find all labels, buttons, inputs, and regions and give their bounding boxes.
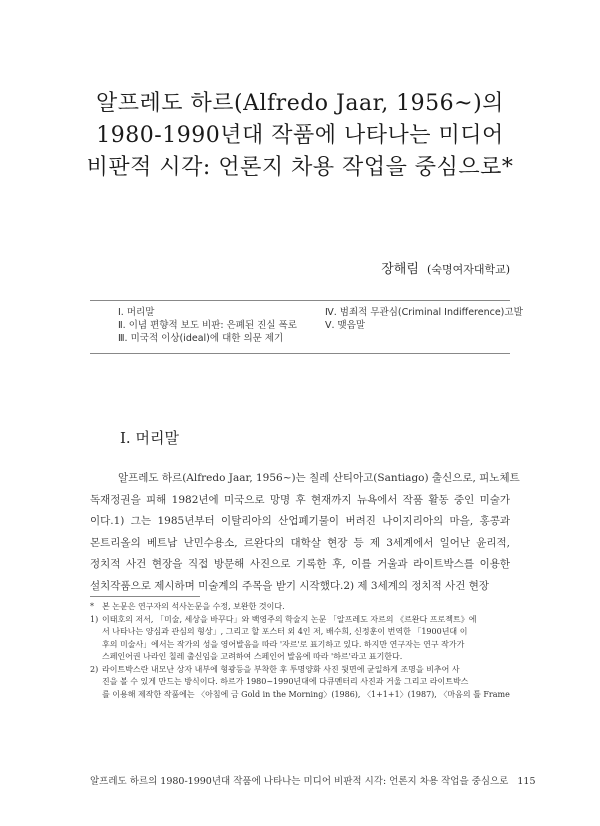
footnote-line: 후의 미술사」에서는 작가의 성을 영어발음을 따라 '자르'로 표기하고 있다. 하지만 연구자는 연구 작가가: [102, 639, 465, 649]
footnote-divider: [90, 596, 200, 597]
author-block: [381, 258, 510, 277]
toc-item: Ⅰ. 머리말: [118, 307, 155, 318]
footnote-line: 진을 볼 수 있게 만드는 방식이다. 하르가 1980~1990년대에 다큐멘터리 사진과 거울 그리고 라이트박스: [102, 677, 469, 686]
title-line: 알프레도 하르(Alfredo Jaar, 1956~)의: [96, 91, 504, 116]
toc-column-left: [118, 306, 297, 345]
title-line: 1980-1990년대 작품에 나타나는 미디어: [96, 123, 504, 148]
footnote: [90, 614, 510, 664]
footnote-line: 이태호의 저서, 「미술, 세상을 바꾸다」와 백영주의 학술지 논문 「알프레도 자르의 《르완다 프로젝트》에: [102, 614, 477, 624]
running-title: 알프레도 하르의 1980-1990년대 작품에 나타나는 미디어 비판적 시각: 언론지 차용 작업을 중심으로: [90, 776, 509, 787]
body-line: 이다.1) 그는 1985년부터 이탈리아의 산업폐기물이 버려진 나이지리아의 마을, 홍콩과: [90, 515, 510, 527]
footnote: [90, 601, 510, 614]
footnote-line: 스페인어권 나라인 칠레 출신임을 고려하여 스페인어 발음에 따라 '하르'라고 표기한다.: [102, 652, 403, 661]
toc-column-right: [325, 306, 523, 332]
footnotes: [90, 601, 510, 701]
footnote-line: 본 논문은 연구자의 석사논문을 수정, 보완한 것이다.: [102, 602, 285, 611]
toc-item: Ⅲ. 미국적 이상(ideal)에 대한 의문 제기: [118, 333, 284, 344]
page-number: 115: [517, 776, 536, 787]
toc-item: Ⅱ. 이념 편향적 보도 비판: 은폐된 진실 폭로: [118, 320, 297, 331]
author-name: 장해림: [381, 262, 419, 277]
section-heading: Ⅰ. 머리말: [120, 429, 179, 447]
body-line: 몬트리올의 베트남 난민수용소, 르완다의 대학살 현장 등 제 3세계에서 일어난 윤리적,: [90, 536, 510, 549]
title-line: 비판적 시각: 언론지 차용 작업을 중심으로*: [86, 155, 514, 180]
toc-item: Ⅳ. 범죄적 무관심(Criminal Indifference)고발: [325, 307, 523, 318]
footnote-mark: 2): [90, 664, 99, 674]
body-paragraph: [90, 468, 520, 597]
paper-title: [40, 88, 560, 184]
body-line: 알프레도 하르(Alfredo Jaar, 1956~)는 칠레 산티아고(Santiago) 출신으로, 피노체트: [118, 472, 520, 484]
footnote-line: 를 이용해 제작한 작품에는 〈아침에 금 Gold in the Morning〉(1986), 〈1+1+1〉(1987), 〈마음의 틀 Frame: [102, 689, 510, 699]
footnote-line: 라이트박스란 내모난 상자 내부에 형광등을 부착한 후 투명양화 사진 뒷면에 균일하게 조명을 비추어 사: [102, 664, 460, 674]
footnote-mark: 1): [90, 614, 99, 624]
toc-item: Ⅴ. 맺음말: [325, 320, 366, 331]
footnote: [90, 664, 510, 702]
footnote-mark: *: [90, 602, 94, 611]
body-line: 독재정권을 피해 1982년에 미국으로 망명 후 현재까지 뉴욕에서 작품 활동 중인 미술가: [90, 493, 510, 506]
footnote-line: 서 나타나는 양심과 관심의 형상」, 그리고 할 포스터 외 4인 저, 배수희, 신정훈이 번역한 「1900년대 이: [102, 627, 468, 636]
body-line: 설치작품으로 제시하며 미술계의 주목을 받기 시작했다.2) 제 3세계의 정치적 사건 현장: [90, 579, 490, 592]
body-line: 정치적 사건 현장을 직접 방문해 사진으로 기록한 후, 이를 거울과 라이트박스를 이용한: [90, 558, 510, 570]
author-affiliation: (숙명여자대학교): [427, 263, 510, 276]
page-footer: [90, 773, 536, 787]
table-of-contents: [90, 300, 523, 354]
